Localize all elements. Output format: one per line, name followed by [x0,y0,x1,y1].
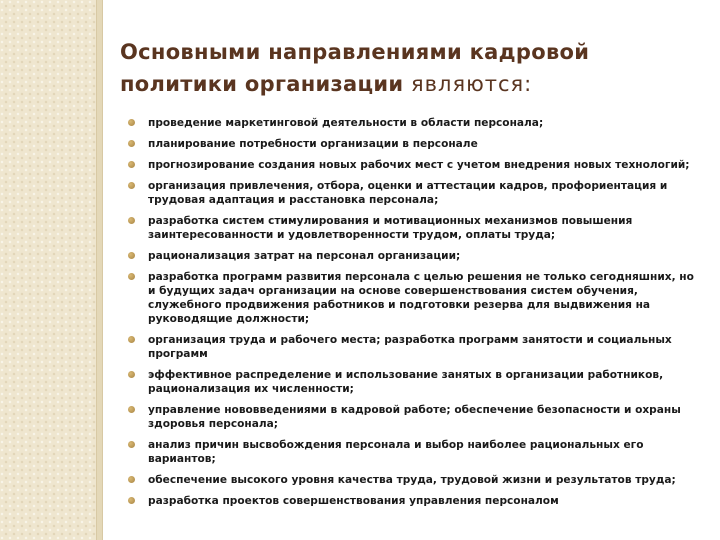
bullet-icon [128,182,135,189]
list-item-text: планирование потребности организации в персонале [148,138,478,150]
bullet-icon [128,441,135,448]
list-item-text: разработка программ развития персонала с целью решения не только сегодняшних, но и будущих задач организации на основе совершенствования систем обучения, служебного продвижения работников и подготовки резерва для выдвижения на руководящие должности; [148,271,694,325]
list-item-text: проведение маркетинговой деятельности в области персонала; [148,117,544,129]
bullet-icon [128,406,135,413]
list-item-text: анализ причин высвобождения персонала и выбор наиболее рациональных его вариантов; [148,439,644,465]
slide-title [120,36,700,100]
list-item-text: рационализация затрат на персонал организации; [148,250,461,262]
bullet-icon [128,119,135,126]
list-item [128,249,696,263]
list-item [128,438,696,466]
decorative-side-panel [0,0,96,540]
list-item [128,158,696,172]
list-item-text: организация труда и рабочего места; разработка программ занятости и социальных программ [148,334,672,360]
bullet-list [128,116,696,515]
decorative-side-border [96,0,103,540]
list-item-text: разработка систем стимулирования и мотивационных механизмов повышения заинтересованности и удовлетворенности трудом, оплаты труда; [148,215,633,241]
list-item [128,116,696,130]
list-item-text: управление нововведениями в кадровой работе; обеспечение безопасности и охраны здоровья персонала; [148,404,681,430]
list-item-text: организация привлечения, отбора, оценки и аттестации кадров, профориентация и трудовая адаптация и расстановка персонала; [148,180,668,206]
list-item [128,473,696,487]
list-item [128,137,696,151]
slide-title-bold: Основными направлениями кадровой политики организации [120,40,590,96]
list-item [128,179,696,207]
slide-title-light: являются: [411,72,533,96]
bullet-icon [128,497,135,504]
bullet-icon [128,476,135,483]
list-item [128,270,696,326]
list-item [128,333,696,361]
list-item [128,368,696,396]
bullet-icon [128,336,135,343]
bullet-icon [128,161,135,168]
list-item [128,214,696,242]
list-item-text: разработка проектов совершенствования управления персоналом [148,495,559,507]
bullet-icon [128,371,135,378]
list-item-text: эффективное распределение и использование занятых в организации работников, рационализация их численности; [148,369,664,395]
bullet-icon [128,140,135,147]
list-item [128,403,696,431]
list-item [128,494,696,508]
bullet-icon [128,252,135,259]
list-item-text: прогнозирование создания новых рабочих мест с учетом внедрения новых технологий; [148,159,690,171]
bullet-icon [128,273,135,280]
list-item-text: обеспечение высокого уровня качества труда, трудовой жизни и результатов труда; [148,474,676,486]
bullet-icon [128,217,135,224]
